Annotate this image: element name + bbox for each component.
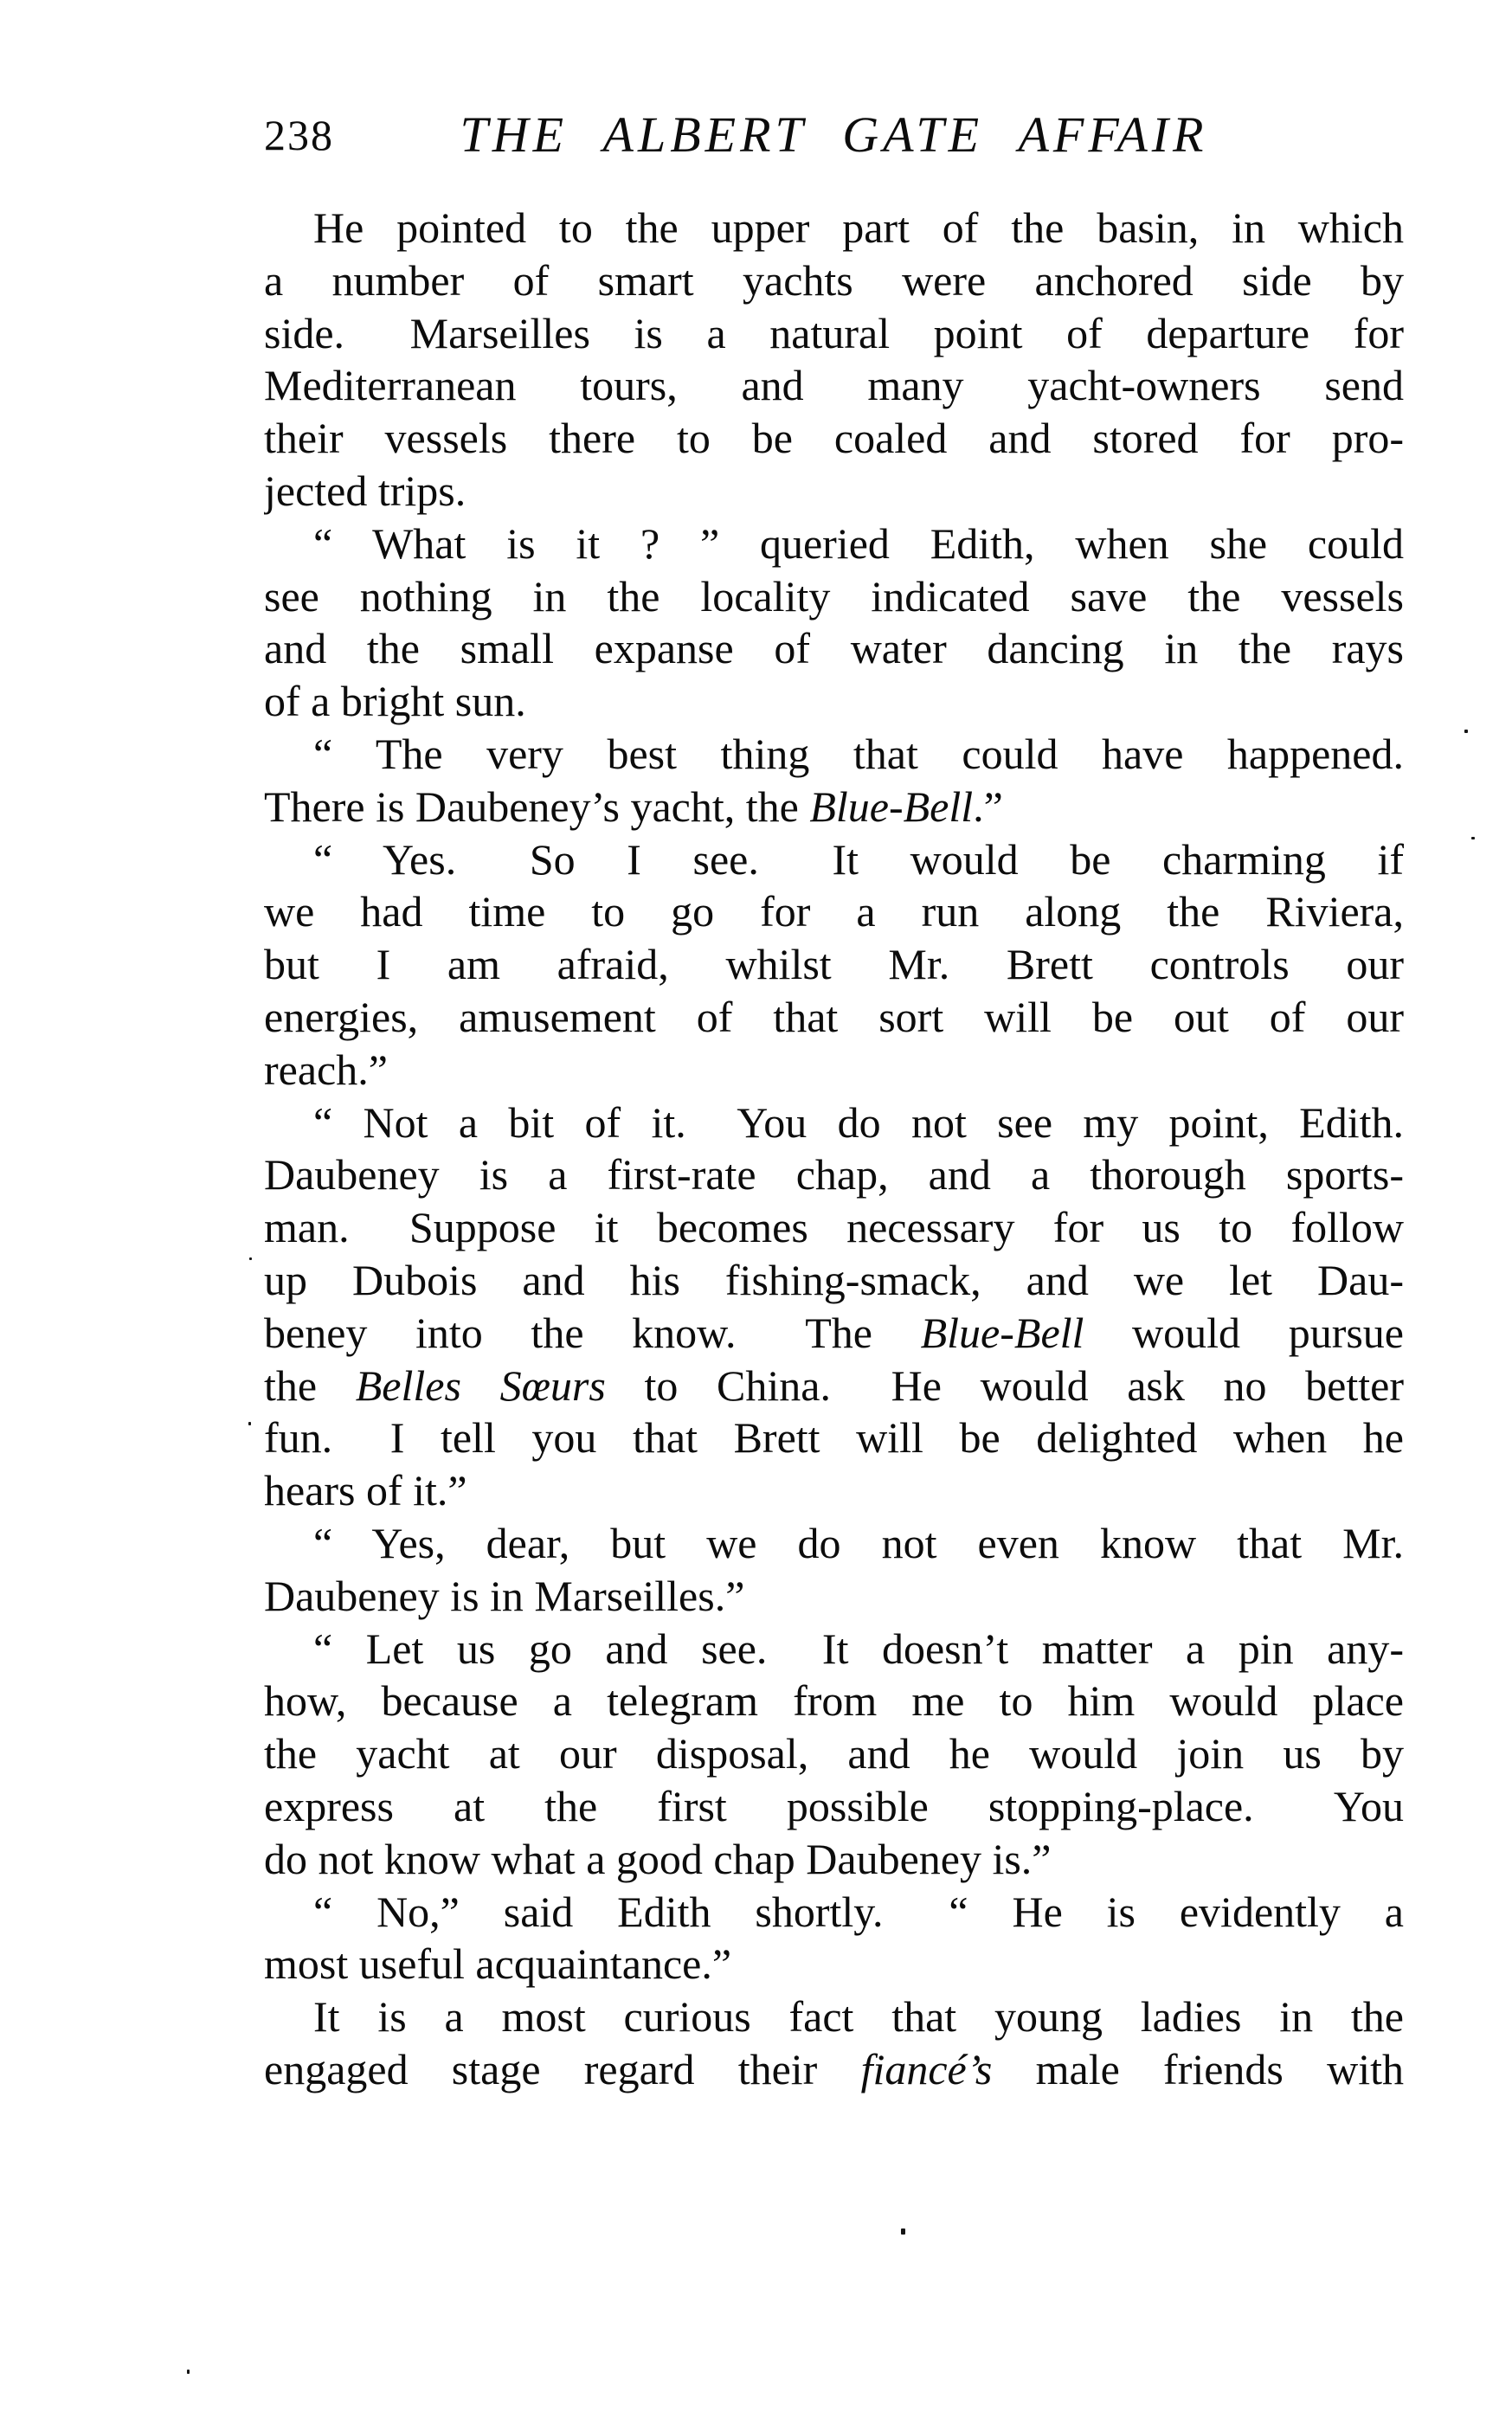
text-line <box>264 1570 1404 1623</box>
text-segment: up Dubois and his fishing-smack, and we let Dau- <box>264 1255 1404 1304</box>
ink-speck <box>1464 730 1468 733</box>
ink-speck <box>187 2370 190 2374</box>
text-line <box>264 1780 1404 1833</box>
text-segment: do not know what a good chap Daubeney is.” <box>264 1834 1052 1883</box>
running-title: THE ALBERT GATE AFFAIR <box>460 106 1208 163</box>
text-line <box>264 1148 1404 1201</box>
text-line <box>264 885 1404 938</box>
text-segment: would pursue <box>1084 1308 1404 1357</box>
text-line <box>264 1464 1404 1517</box>
text-line <box>264 254 1404 307</box>
text-segment: express at the first possible stopping-place. You <box>264 1781 1404 1830</box>
text-line <box>264 307 1404 360</box>
ink-speck <box>901 2228 905 2235</box>
text-segment: It is a most curious fact that young ladies in the <box>313 1992 1404 2042</box>
text-segment: Daubeney is in Marseilles.” <box>264 1571 745 1620</box>
body-text <box>264 202 1404 2096</box>
text-line <box>264 518 1404 570</box>
text-line <box>264 1886 1404 1939</box>
text-segment: “ The very best thing that could have happened. <box>313 729 1404 778</box>
text-line <box>264 781 1404 833</box>
text-line <box>264 2043 1404 2096</box>
page-header <box>264 107 1404 163</box>
text-segment: energies, amusement of that sort will be out of our <box>264 992 1404 1041</box>
italic-text: Belles Sœurs <box>355 1360 606 1410</box>
text-line <box>264 1412 1404 1464</box>
text-line <box>264 1938 1404 1990</box>
ink-speck <box>249 1257 252 1260</box>
text-segment: fun. I tell you that Brett will be delighted when he <box>264 1413 1404 1463</box>
text-segment: Daubeney is a first-rate chap, and a thorough sports- <box>264 1150 1404 1199</box>
text-line <box>264 1044 1404 1097</box>
text-segment: their vessels there to be coaled and stored for pro- <box>264 414 1404 463</box>
text-line <box>264 1360 1404 1412</box>
text-segment: man. Suppose it becomes necessary for us to follow <box>264 1203 1404 1252</box>
text-segment: and the small expanse of water dancing in the rays <box>264 624 1404 673</box>
text-segment: “ Yes, dear, but we do not even know that Mr. <box>313 1518 1404 1567</box>
ink-speck <box>248 1422 251 1425</box>
text-segment: hears of it.” <box>264 1466 467 1515</box>
text-segment: how, because a telegram from me to him would place <box>264 1676 1404 1726</box>
text-segment: jected trips. <box>264 466 466 515</box>
text-segment: to China. He would ask no better <box>605 1360 1404 1410</box>
page-number: 238 <box>264 111 334 159</box>
text-segment: the <box>264 1360 356 1410</box>
text-line <box>264 1307 1404 1360</box>
text-segment: .” <box>973 781 1003 831</box>
text-line <box>264 412 1404 465</box>
text-segment: see nothing in the locality indicated save the vessels <box>264 571 1404 621</box>
text-segment: Mediterranean tours, and many yacht-owners send <box>264 361 1404 410</box>
text-line <box>264 1990 1404 2043</box>
text-line <box>264 1097 1404 1149</box>
text-line <box>264 1254 1404 1307</box>
italic-text: Blue-Bell <box>809 781 974 831</box>
text-line <box>264 675 1404 728</box>
text-segment: we had time to go for a run along the Riviera, <box>264 887 1404 936</box>
text-segment: reach.” <box>264 1045 388 1094</box>
text-line <box>264 465 1404 518</box>
text-segment: “ What is it ? ” queried Edith, when she could <box>313 518 1404 568</box>
text-line <box>264 622 1404 675</box>
text-segment: He pointed to the upper part of the basin, in which <box>313 203 1404 252</box>
text-line <box>264 1833 1404 1886</box>
text-segment: a number of smart yachts were anchored side by <box>264 255 1404 305</box>
text-line <box>264 1727 1404 1780</box>
text-segment: the yacht at our disposal, and he would join us by <box>264 1729 1404 1778</box>
text-segment: male friends with <box>992 2044 1404 2093</box>
text-line <box>264 570 1404 623</box>
text-segment: “ Yes. So I see. It would be charming if <box>313 834 1404 884</box>
text-line <box>264 1675 1404 1727</box>
text-segment: “ Let us go and see. It doesn’t matter a pin any- <box>313 1624 1404 1673</box>
text-segment: but I am afraid, whilst Mr. Brett controls our <box>264 940 1404 989</box>
text-segment: “ No,” said Edith shortly. “ He is evidently a <box>313 1887 1404 1936</box>
text-segment: “ Not a bit of it. You do not see my point, Edith. <box>313 1097 1404 1147</box>
text-line <box>264 1201 1404 1254</box>
text-segment: beney into the know. The <box>264 1308 921 1357</box>
ink-speck <box>1471 837 1475 839</box>
text-line <box>264 833 1404 886</box>
text-line <box>264 938 1404 991</box>
text-line <box>264 728 1404 781</box>
text-line <box>264 1623 1404 1675</box>
text-segment: engaged stage regard their <box>264 2044 861 2093</box>
text-line <box>264 1517 1404 1570</box>
text-line <box>264 202 1404 254</box>
italic-text: Blue-Bell <box>920 1308 1084 1357</box>
text-segment: most useful acquaintance.” <box>264 1939 732 1989</box>
text-segment: of a bright sun. <box>264 677 526 726</box>
text-line <box>264 359 1404 412</box>
text-line <box>264 991 1404 1044</box>
text-segment: side. Marseilles is a natural point of departure for <box>264 308 1404 357</box>
text-segment: There is Daubeney’s yacht, the <box>264 781 810 831</box>
italic-text: fiancé’s <box>860 2044 993 2093</box>
